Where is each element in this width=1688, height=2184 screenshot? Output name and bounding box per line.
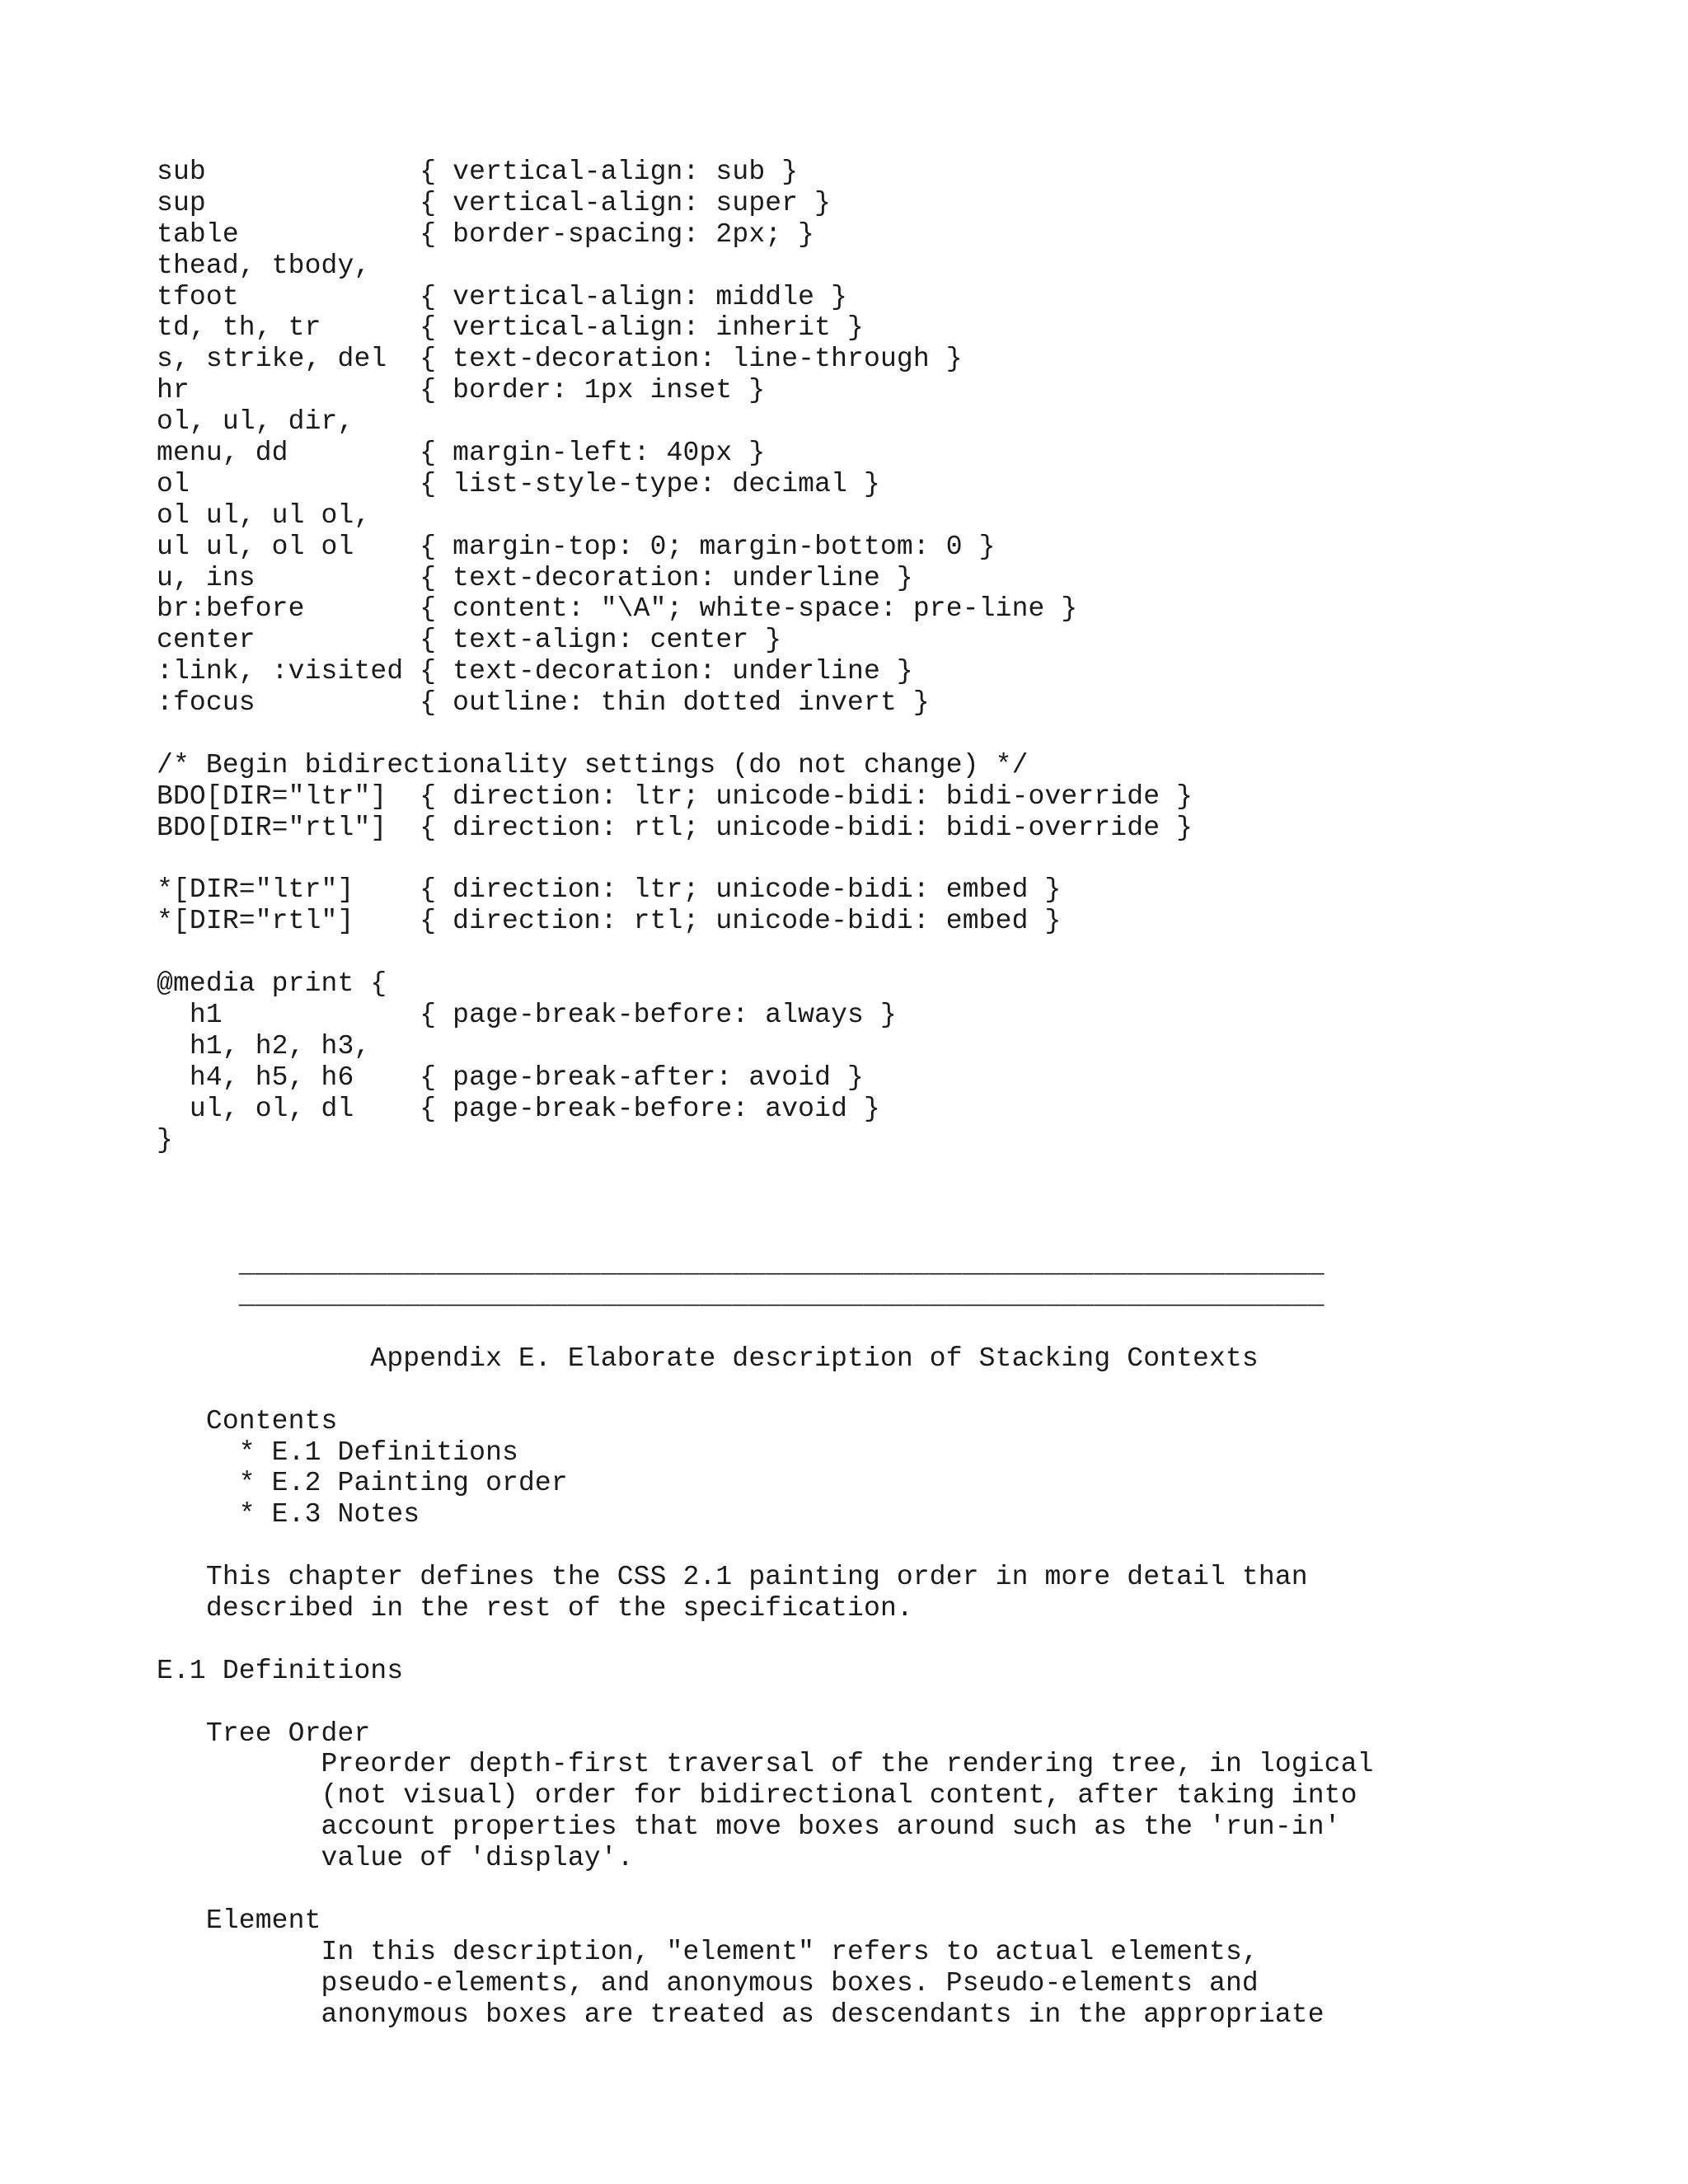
text-line	[157, 1375, 1374, 1406]
text-line	[157, 1687, 1374, 1718]
text-line: sub { vertical-align: sub }	[157, 157, 799, 187]
text-line: ul, ol, dl { page-break-before: avoid }	[157, 1093, 880, 1124]
text-line: h1, h2, h3,	[157, 1030, 371, 1062]
text-line: In this description, "element" refers to actual elements,	[157, 1936, 1259, 1967]
text-line: described in the rest of the specification.	[157, 1592, 913, 1624]
text-line: ul ul, ol ol { margin-top: 0; margin-bottom: 0 }	[157, 531, 996, 562]
text-line: Appendix E. Elaborate description of Stacking Contexts	[157, 1343, 1259, 1374]
text-line: hr { border: 1px inset }	[157, 375, 766, 406]
text-line: tfoot { vertical-align: middle }	[157, 281, 848, 312]
text-line	[157, 1187, 1374, 1218]
document-text	[157, 157, 1374, 2030]
text-line: sup { vertical-align: super }	[157, 187, 832, 218]
text-line: @media print {	[157, 968, 387, 1000]
text-line: }	[157, 1124, 173, 1155]
text-line: ol, ul, dir,	[157, 406, 354, 438]
text-line: *[DIR="rtl"] { direction: rtl; unicode-bidi: embed }	[157, 906, 1062, 937]
text-line: E.1 Definitions	[157, 1655, 404, 1686]
text-line: __________________________________________________________________	[157, 1249, 1325, 1281]
text-line: pseudo-elements, and anonymous boxes. Pseudo-elements and	[157, 1967, 1259, 1999]
text-line: __________________________________________________________________	[157, 1281, 1325, 1312]
text-line: * E.3 Notes	[157, 1499, 420, 1530]
text-line: menu, dd { margin-left: 40px }	[157, 438, 766, 469]
text-line: * E.2 Painting order	[157, 1468, 568, 1499]
text-line: thead, tbody,	[157, 250, 371, 281]
text-line	[157, 719, 1374, 750]
text-line	[157, 1218, 1374, 1249]
text-line: h1 { page-break-before: always }	[157, 1000, 897, 1031]
text-line: :link, :visited { text-decoration: underline }	[157, 656, 913, 687]
text-line	[157, 844, 1374, 875]
text-line: account properties that move boxes around such as the 'run-in'	[157, 1811, 1341, 1843]
text-line	[157, 1624, 1374, 1656]
text-line: anonymous boxes are treated as descendants in the appropriate	[157, 1999, 1325, 2030]
text-line: value of 'display'.	[157, 1843, 634, 1874]
text-line: u, ins { text-decoration: underline }	[157, 562, 913, 593]
text-line: Preorder depth-first traversal of the rendering tree, in logical	[157, 1749, 1374, 1780]
text-line: BDO[DIR="ltr"] { direction: ltr; unicode-bidi: bidi-override }	[157, 780, 1193, 812]
text-line	[157, 937, 1374, 968]
text-line: /* Begin bidirectionality settings (do not change) */	[157, 749, 1029, 780]
text-line: BDO[DIR="rtl"] { direction: rtl; unicode-bidi: bidi-override }	[157, 812, 1193, 843]
text-line: br:before { content: "\A"; white-space: pre-line }	[157, 593, 1078, 625]
text-line: center { text-align: center }	[157, 625, 782, 656]
text-line: h4, h5, h6 { page-break-after: avoid }	[157, 1062, 864, 1093]
text-line: ol ul, ul ol,	[157, 499, 371, 531]
text-line: s, strike, del { text-decoration: line-through }	[157, 344, 963, 375]
text-line	[157, 1530, 1374, 1562]
text-line: td, th, tr { vertical-align: inherit }	[157, 312, 864, 344]
text-line: Contents	[157, 1405, 338, 1436]
text-line: * E.1 Definitions	[157, 1436, 518, 1468]
text-line	[157, 1156, 1374, 1188]
text-line: This chapter defines the CSS 2.1 painting order in more detail than	[157, 1562, 1308, 1593]
text-line: Element	[157, 1905, 321, 1936]
text-line: *[DIR="ltr"] { direction: ltr; unicode-bidi: embed }	[157, 874, 1062, 906]
text-line	[157, 1874, 1374, 1905]
text-line: ol { list-style-type: decimal }	[157, 468, 880, 499]
text-line: Tree Order	[157, 1718, 371, 1749]
text-line: :focus { outline: thin dotted invert }	[157, 687, 930, 719]
text-line: table { border-spacing: 2px; }	[157, 218, 815, 250]
text-line	[157, 1312, 1374, 1343]
text-line: (not visual) order for bidirectional content, after taking into	[157, 1780, 1357, 1811]
